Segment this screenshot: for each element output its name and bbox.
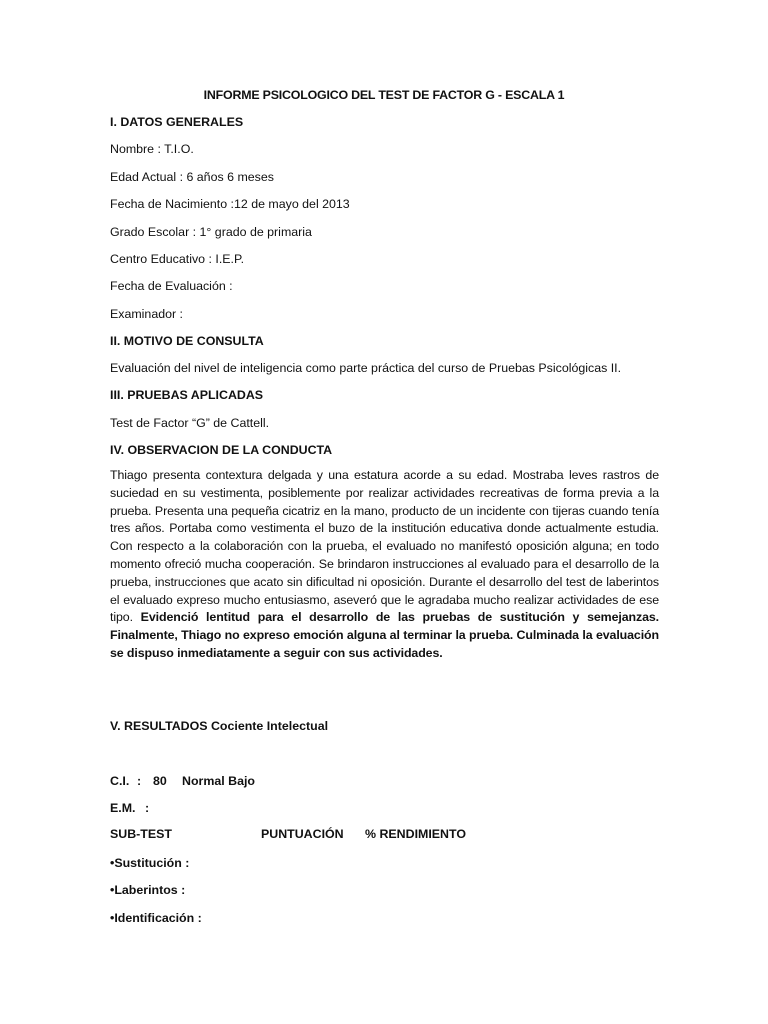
section-heading-pruebas: III. PRUEBAS APLICADAS: [110, 388, 264, 402]
section-heading-motivo: II. MOTIVO DE CONSULTA: [110, 334, 264, 348]
pruebas-text: Test de Factor “G” de Cattell.: [110, 416, 270, 430]
section-heading-observacion: IV. OBSERVACION DE LA CONDUCTA: [110, 443, 333, 457]
subtest-item: •Identificación :: [110, 911, 202, 925]
field-fecha-nacimiento: Fecha de Nacimiento :12 de mayo del 2013: [110, 197, 350, 211]
em-separator: :: [145, 801, 150, 815]
subtest-item: •Laberintos :: [110, 883, 186, 897]
subtest-item: •Sustitución :: [110, 856, 190, 870]
em-label: E.M.: [110, 801, 136, 815]
observacion-paragraph: [110, 467, 659, 663]
table-header-puntuacion: PUNTUACIÓN: [261, 827, 344, 841]
ci-separator: :: [137, 774, 142, 788]
observacion-text-bold: Evidenció lentitud para el desarrollo de las pruebas de sustitución y semejanzas. Finalmente, Thiago no expreso emoción alguna al terminar la prueba. Culminada la evaluación se dispuso inmediatamente a seguir con sus actividades.: [110, 610, 659, 660]
field-grado: Grado Escolar : 1° grado de primaria: [110, 225, 312, 239]
field-centro: Centro Educativo : I.E.P.: [110, 252, 245, 266]
field-fecha-evaluacion: Fecha de Evaluación :: [110, 279, 233, 293]
section-heading-resultados: V. RESULTADOS Cociente Intelectual: [110, 719, 329, 733]
section-heading-datos-generales: I. DATOS GENERALES: [110, 115, 244, 129]
table-header-rendimiento: % RENDIMIENTO: [365, 827, 466, 841]
observacion-text: Thiago presenta contextura delgada y una estatura acorde a su edad. Mostraba leves rastros de suciedad en su vestimenta, posiblemente por realizar actividades recreativas de forma previa a la prueba. Presenta una pequeña cicatriz en la mano, producto de un incidente con tijeras cuando tenía tres años. Portaba como vestimenta el buzo de la institución educativa donde actualmente estudia. Con respecto a la colaboración con la prueba, el evaluado no manifestó oposición alguna; en todo momento ofreció mucha cooperación. Se brindaron instrucciones al evaluado para el desarrollo de la prueba, instrucciones que acato sin dificultad ni oposición. Durante el desarrollo del test de laberintos el evaluado expreso mucho entusiasmo, aseveró que le agradaba mucho realizar actividades de ese tipo.: [110, 468, 659, 625]
document-title: INFORME PSICOLOGICO DEL TEST DE FACTOR G - ESCALA 1: [203, 88, 565, 102]
motivo-text: Evaluación del nivel de inteligencia como parte práctica del curso de Pruebas Psicológicas II.: [110, 361, 622, 375]
ci-category: Normal Bajo: [182, 774, 255, 788]
field-edad: Edad Actual : 6 años 6 meses: [110, 170, 274, 184]
ci-value: 80: [153, 774, 167, 788]
field-nombre: Nombre : T.I.O.: [110, 142, 194, 156]
field-examinador: Examinador :: [110, 307, 184, 321]
table-header-subtest: SUB-TEST: [110, 827, 172, 841]
ci-label: C.I.: [110, 774, 130, 788]
